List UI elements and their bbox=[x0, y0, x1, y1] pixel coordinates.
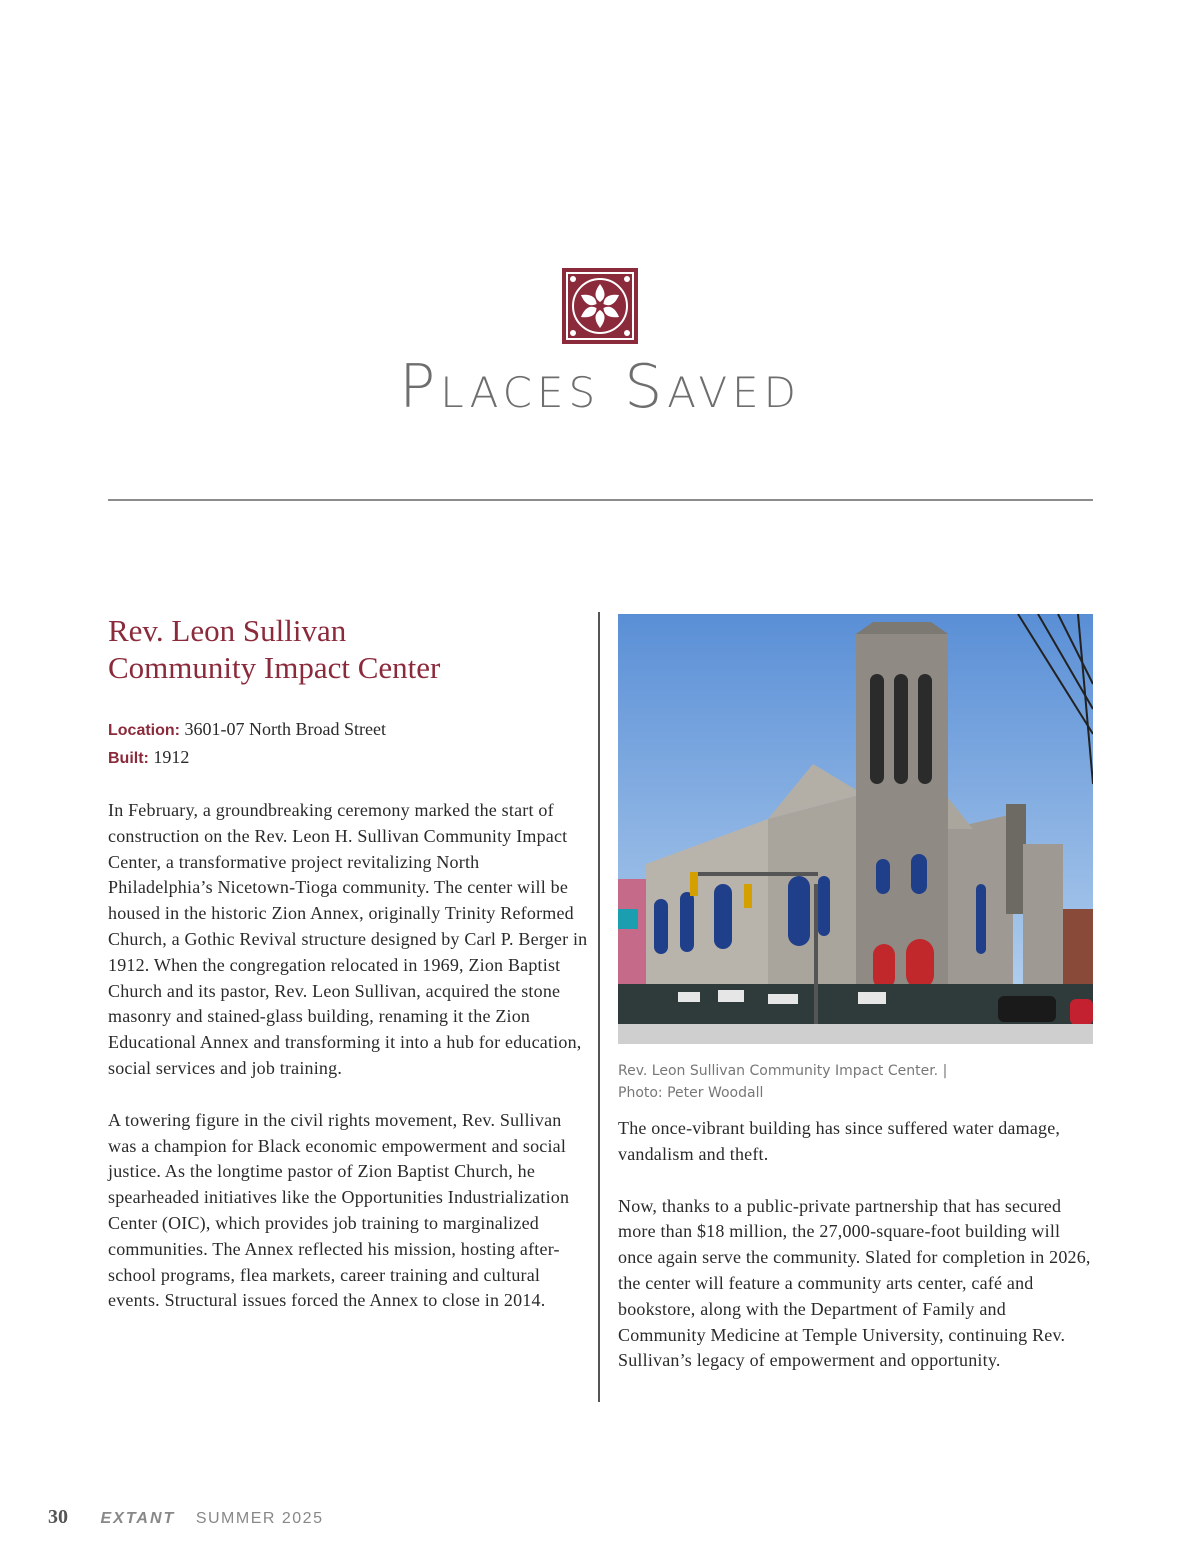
issue-label: SUMMER 2025 bbox=[195, 1510, 324, 1527]
photo-caption bbox=[618, 1060, 1093, 1104]
body-paragraph: The once-vibrant building has since suffered water damage, vandalism and theft. bbox=[618, 1118, 1061, 1164]
body-paragraph: A towering figure in the civil rights movement, Rev. Sullivan was a champion for Black economic empowerment and social justice. As the longtime pastor of Zion Baptist Church, he spearheaded initiatives like the Opportunities Industrialization Center (OIC), which provides job training to marginalized communities. The Annex reflected his mission, hosting after-school programs, flea markets, career training and cultural events. Structural issues forced the Annex to close in 2014. bbox=[108, 1109, 570, 1311]
title-rule bbox=[108, 499, 1093, 501]
heading-line-2: Community Impact Center bbox=[108, 650, 441, 685]
built-label: Built: bbox=[108, 750, 149, 767]
section-title: Places Saved bbox=[399, 352, 801, 422]
location-label: Location: bbox=[108, 722, 180, 739]
heading-line-1: Rev. Leon Sullivan bbox=[108, 613, 347, 648]
page-footer bbox=[48, 1506, 323, 1529]
ornamental-tile-icon bbox=[562, 268, 638, 344]
left-column bbox=[108, 612, 588, 1314]
body-paragraph: In February, a groundbreaking ceremony marked the start of construction on the Rev. Leon H. Sullivan Community Impact Center, a transformative project revitalizing North Philadelphia’s Nicetown-Tioga community. The center will be housed in the historic Zion Annex, originally Trinity Reformed Church, a Gothic Revival structure designed by Carl P. Berger in 1912. When the congregation relocated in 1969, Zion Baptist Church and its pastor, Rev. Leon Sullivan, acquired the stone masonry and stained-glass building, renaming it the Zion Educational Annex and transforming it into a hub for education, social services and job training. bbox=[108, 800, 588, 1078]
church-photo bbox=[618, 614, 1093, 1044]
location-line bbox=[108, 716, 588, 744]
caption-line-1: Rev. Leon Sullivan Community Impact Center. | bbox=[618, 1063, 948, 1079]
page-number: 30 bbox=[48, 1506, 68, 1528]
magazine-name: EXTANT bbox=[100, 1510, 176, 1527]
column-divider bbox=[598, 612, 600, 1402]
built-value: 1912 bbox=[153, 747, 190, 767]
caption-line-2: Photo: Peter Woodall bbox=[618, 1085, 764, 1101]
article-heading bbox=[108, 612, 588, 686]
body-paragraph: Now, thanks to a public-private partnership that has secured more than $18 million, the 27,000-square-foot building will once again serve the community. Slated for completion in 2026, the center will feature a community arts center, café and bookstore, along with the Department of Family and Community Medicine at Temple University, continuing Rev. Sullivan’s legacy of empowerment and opportunity. bbox=[618, 1195, 1091, 1371]
right-column bbox=[618, 614, 1093, 1374]
built-line bbox=[108, 744, 588, 772]
location-value: 3601-07 North Broad Street bbox=[184, 719, 386, 739]
